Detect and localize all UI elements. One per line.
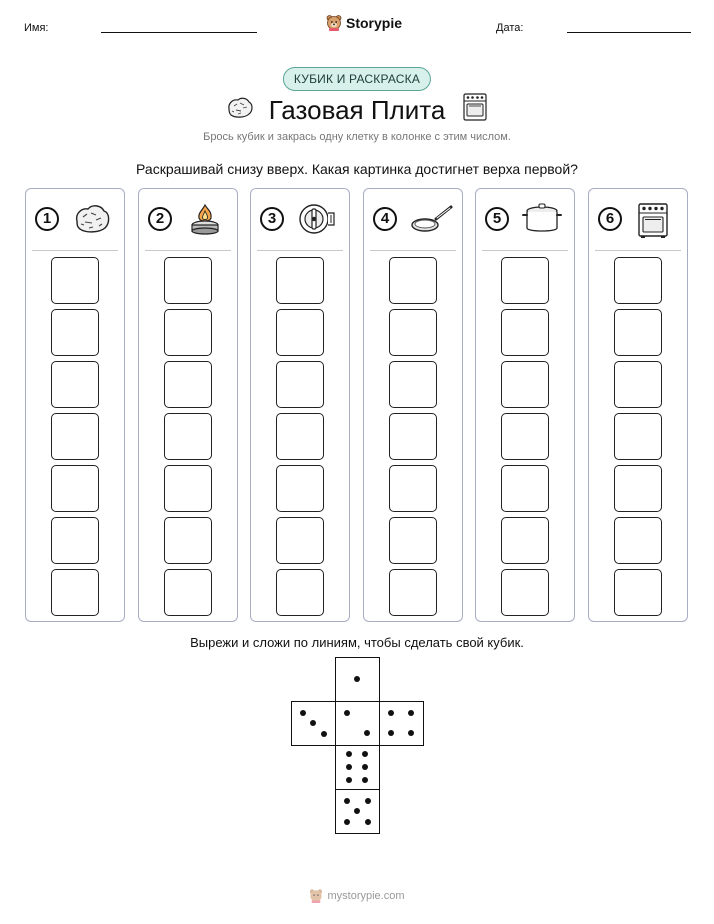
column-header bbox=[364, 189, 462, 251]
color-cell[interactable] bbox=[164, 361, 212, 408]
gas-stove-icon bbox=[635, 201, 675, 237]
dice-pip bbox=[362, 751, 368, 757]
name-label: Имя: bbox=[24, 22, 49, 34]
color-cell[interactable] bbox=[389, 257, 437, 304]
color-cell[interactable] bbox=[501, 465, 549, 512]
color-cell[interactable] bbox=[614, 413, 662, 460]
dice-pip bbox=[408, 710, 414, 716]
color-cell[interactable] bbox=[389, 465, 437, 512]
color-cell[interactable] bbox=[276, 517, 324, 564]
color-cell[interactable] bbox=[389, 413, 437, 460]
gas-burner-icon bbox=[185, 201, 225, 237]
column-number: 6 bbox=[598, 207, 622, 231]
color-column-6 bbox=[588, 188, 688, 622]
footer-url[interactable]: mystorypie.com bbox=[327, 889, 405, 902]
color-cell[interactable] bbox=[51, 517, 99, 564]
dice-face-2 bbox=[335, 701, 380, 746]
color-cell[interactable] bbox=[276, 361, 324, 408]
column-header bbox=[26, 189, 124, 251]
dice-pip bbox=[346, 764, 352, 770]
dice-pip bbox=[362, 764, 368, 770]
color-cell[interactable] bbox=[164, 517, 212, 564]
color-cell[interactable] bbox=[389, 569, 437, 616]
dice-pip bbox=[300, 710, 306, 716]
dice-pip bbox=[388, 710, 394, 716]
dice-pip bbox=[344, 819, 350, 825]
column-number: 4 bbox=[373, 207, 397, 231]
column-divider bbox=[145, 250, 231, 251]
column-number: 2 bbox=[148, 207, 172, 231]
color-column-2 bbox=[138, 188, 238, 622]
color-cell[interactable] bbox=[51, 465, 99, 512]
frying-pan-icon bbox=[410, 201, 450, 237]
color-cell[interactable] bbox=[501, 413, 549, 460]
dice-pip bbox=[310, 720, 316, 726]
color-cell[interactable] bbox=[276, 257, 324, 304]
color-cell[interactable] bbox=[501, 309, 549, 356]
color-cell[interactable] bbox=[51, 361, 99, 408]
dice-pip bbox=[354, 676, 360, 682]
color-cell[interactable] bbox=[51, 309, 99, 356]
dice-face-4 bbox=[379, 701, 424, 746]
color-cell[interactable] bbox=[164, 569, 212, 616]
dice-pip bbox=[365, 819, 371, 825]
dice-pip bbox=[364, 730, 370, 736]
color-cell[interactable] bbox=[501, 517, 549, 564]
cut-instruction: Вырежи и сложи по линиям, чтобы сделать свой кубик. bbox=[190, 635, 524, 650]
column-header bbox=[589, 189, 687, 251]
dice-pip bbox=[344, 710, 350, 716]
color-cell[interactable] bbox=[51, 413, 99, 460]
color-cell[interactable] bbox=[501, 257, 549, 304]
dice-face-6 bbox=[335, 745, 380, 790]
color-cell[interactable] bbox=[614, 309, 662, 356]
column-divider bbox=[370, 250, 456, 251]
column-header bbox=[139, 189, 237, 251]
column-divider bbox=[32, 250, 118, 251]
color-cell[interactable] bbox=[614, 569, 662, 616]
dice-pip bbox=[362, 777, 368, 783]
column-header bbox=[476, 189, 574, 251]
dice-pip bbox=[346, 777, 352, 783]
color-cell[interactable] bbox=[501, 361, 549, 408]
dice-pip bbox=[344, 798, 350, 804]
footer bbox=[0, 888, 714, 903]
color-cell[interactable] bbox=[276, 465, 324, 512]
dice-pip bbox=[365, 798, 371, 804]
page-subtitle: Брось кубик и закрась одну клетку в колонке с этим числом. bbox=[203, 131, 511, 143]
color-cell[interactable] bbox=[501, 569, 549, 616]
dice-pip bbox=[346, 751, 352, 757]
color-cell[interactable] bbox=[389, 309, 437, 356]
column-number: 3 bbox=[260, 207, 284, 231]
color-cell[interactable] bbox=[276, 413, 324, 460]
column-number: 5 bbox=[485, 207, 509, 231]
bear-icon bbox=[326, 14, 342, 31]
category-badge: КУБИК И РАСКРАСКА bbox=[283, 67, 431, 91]
color-column-4 bbox=[363, 188, 463, 622]
date-line bbox=[567, 32, 691, 33]
dice-pip bbox=[388, 730, 394, 736]
color-column-3 bbox=[250, 188, 350, 622]
brand-logo bbox=[326, 14, 402, 31]
color-cell[interactable] bbox=[276, 569, 324, 616]
color-cell[interactable] bbox=[276, 309, 324, 356]
color-cell[interactable] bbox=[389, 517, 437, 564]
color-column-5 bbox=[475, 188, 575, 622]
color-cell[interactable] bbox=[164, 309, 212, 356]
dice-pip bbox=[408, 730, 414, 736]
color-cell[interactable] bbox=[389, 361, 437, 408]
dice-face-1 bbox=[335, 657, 380, 702]
instruction-prompt: Раскрашивай снизу вверх. Какая картинка достигнет верха первой? bbox=[136, 161, 578, 177]
column-number: 1 bbox=[35, 207, 59, 231]
color-column-1 bbox=[25, 188, 125, 622]
title-stove-icon bbox=[462, 92, 488, 127]
dice-face-3 bbox=[291, 701, 336, 746]
rock-icon bbox=[72, 201, 112, 237]
brand-name: Storypie bbox=[346, 14, 403, 31]
dice-face-5 bbox=[335, 789, 380, 834]
color-cell[interactable] bbox=[614, 517, 662, 564]
footer-bear-icon bbox=[309, 888, 323, 903]
name-line bbox=[101, 32, 257, 33]
color-cell[interactable] bbox=[164, 413, 212, 460]
color-cell[interactable] bbox=[614, 361, 662, 408]
page-title: Газовая Плита bbox=[268, 95, 446, 125]
column-header bbox=[251, 189, 349, 251]
column-divider bbox=[482, 250, 568, 251]
color-cell[interactable] bbox=[614, 465, 662, 512]
date-label: Дата: bbox=[496, 22, 524, 34]
color-cell[interactable] bbox=[614, 257, 662, 304]
dice-pip bbox=[321, 731, 327, 737]
column-divider bbox=[595, 250, 681, 251]
color-cell[interactable] bbox=[51, 569, 99, 616]
cooking-pot-icon bbox=[522, 201, 562, 237]
color-cell[interactable] bbox=[164, 465, 212, 512]
stove-knob-icon bbox=[297, 201, 337, 237]
column-divider bbox=[257, 250, 343, 251]
color-cell[interactable] bbox=[51, 257, 99, 304]
dice-pip bbox=[354, 808, 360, 814]
color-cell[interactable] bbox=[164, 257, 212, 304]
